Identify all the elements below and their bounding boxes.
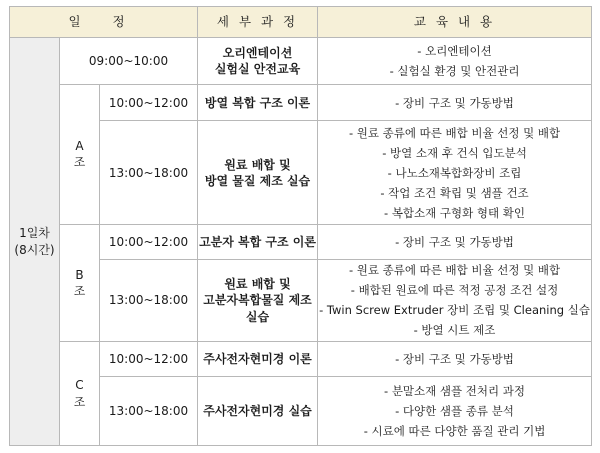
time-cell: 13:00~18:00 [100,376,198,445]
list-item: - 방열 시트 제조 [413,323,496,338]
list-item: - 장비 구조 및 가동방법 [395,351,514,366]
list-item: - 실험실 환경 및 안전관리 [389,63,520,78]
list-item: - 나노소재복합화장비 조립 [387,165,522,180]
topic-cell: 고분자 복합 구조 이론 [198,225,318,260]
topic-cell: 주사전자현미경 이론 [198,342,318,377]
list-item: - 작업 조건 확립 및 샘플 건조 [380,185,529,200]
content-cell [318,84,592,121]
topic-cell [198,38,318,85]
table-row [10,38,592,85]
list-item: - 시료에 따른 다양한 품질 관리 기법 [363,423,546,438]
content-cell [318,342,592,377]
list-item: - 원료 종류에 따른 배합 비율 선정 및 배합 [348,125,561,140]
list-item: - 방열 소재 후 건식 입도분석 [382,145,527,160]
time-cell: 13:00~18:00 [100,121,198,225]
content-cell [318,376,592,445]
group-suffix: 조 [73,284,86,299]
time-cell: 10:00~12:00 [100,342,198,377]
content-cell [318,121,592,225]
content-cell [318,38,592,85]
table-row [10,225,592,260]
topic-line: 실험실 안전교육 [214,61,301,76]
group-letter: B [75,267,84,282]
group-letter: C [75,378,84,393]
topic-cell [198,121,318,225]
header-content: 교 육 내 용 [318,7,592,38]
content-cell [318,225,592,260]
list-item: - 배합된 원료에 따른 적정 공정 조건 설정 [350,283,559,298]
header-date: 일 정 [10,7,198,38]
table-row [10,342,592,377]
topic-cell: 방열 복합 구조 이론 [198,84,318,121]
header-row [10,7,592,38]
list-item: - 다양한 샘플 종류 분석 [395,403,514,418]
topic-line: 방열 물질 제조 실습 [204,173,311,188]
topic-line: 원료 배합 및 [224,277,291,292]
group-suffix: 조 [73,394,86,409]
day-label: 1일차 [19,226,50,241]
topic-line: 원료 배합 및 [224,157,291,172]
content-cell [318,259,592,341]
time-cell: 09:00~10:00 [60,38,198,85]
group-suffix: 조 [73,155,86,170]
list-item: - 분말소재 샘플 전처리 과정 [384,383,525,398]
group-a-label [60,84,100,224]
time-cell: 13:00~18:00 [100,259,198,341]
day-hours: (8시간) [14,242,55,257]
group-letter: A [75,139,84,154]
list-item: - 장비 구조 및 가동방법 [395,95,514,110]
day-cell [10,38,60,446]
list-item: - 복합소재 구형화 형태 확인 [384,205,525,220]
list-item: - Twin Screw Extruder 장비 조립 및 Cleaning 실습 [319,303,590,318]
table-row [10,84,592,121]
list-item: - 오리엔테이션 [417,43,492,58]
topic-line: 오리엔테이션 [222,45,293,60]
topic-cell [198,259,318,341]
list-item: - 원료 종류에 따른 배합 비율 선정 및 배합 [348,263,561,278]
list-item: - 장비 구조 및 가동방법 [395,234,514,249]
time-cell: 10:00~12:00 [100,84,198,121]
group-c-label [60,342,100,446]
group-b-label [60,225,100,342]
topic-cell: 주사전자현미경 실습 [198,376,318,445]
header-course: 세 부 과 정 [198,7,318,38]
schedule-table [9,6,592,446]
topic-line: 고분자복합물질 제조 실습 [203,293,312,324]
time-cell: 10:00~12:00 [100,225,198,260]
